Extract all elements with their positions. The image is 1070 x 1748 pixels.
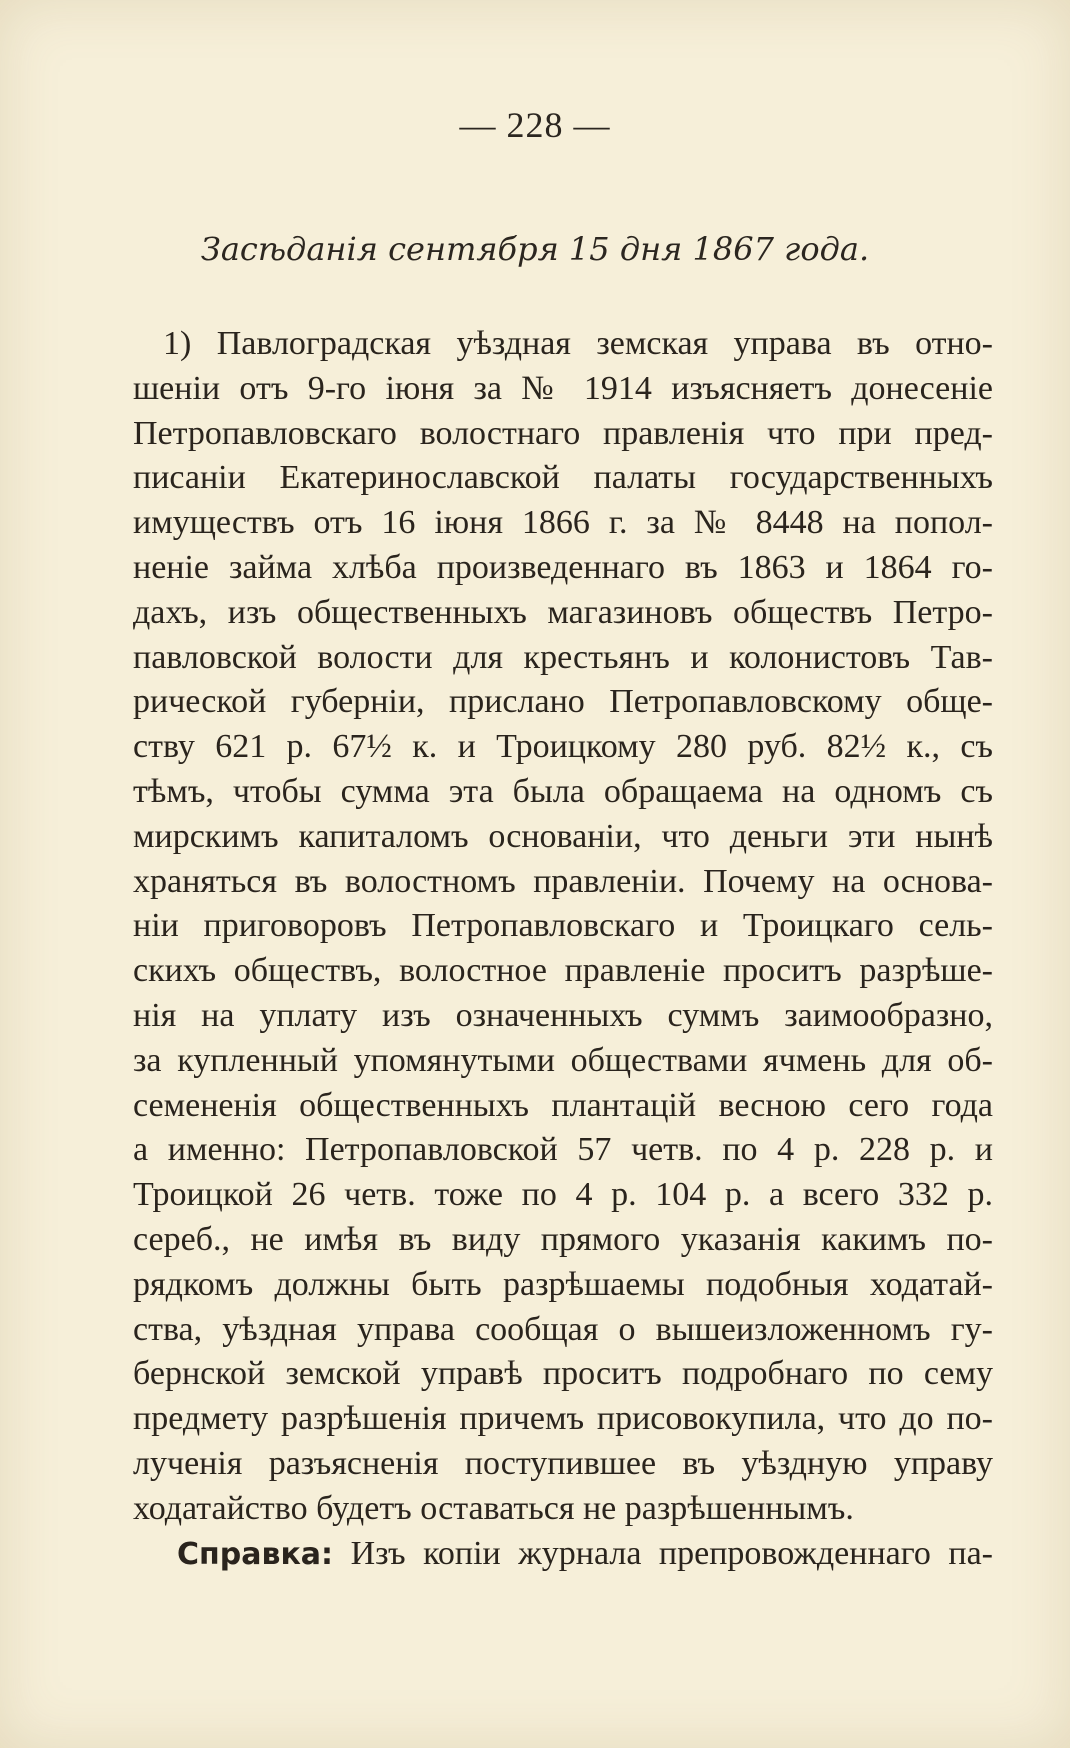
- paragraph-line: семененія общественныхъ плантацій весною сего года: [133, 1086, 993, 1124]
- paragraph-line: писаніи Екатеринославской палаты государственныхъ: [133, 459, 993, 497]
- paragraph-line: скихъ обществъ, волостное правленіе проситъ разрѣше-: [133, 952, 993, 990]
- paragraph-line: храняться въ волостномъ правленіи. Почему на основа-: [133, 862, 993, 900]
- paragraph-line: шеніи отъ 9-го іюня за № 1914 изъясняетъ донесеніе: [133, 369, 993, 407]
- paragraph-line: ходатайство будетъ оставаться не разрѣшеннымъ.: [133, 1489, 854, 1527]
- paragraph-line: предмету разрѣшенія причемъ присовокупила, что до по-: [133, 1400, 993, 1438]
- session-title: Засѣданія сентября 15 дня 1867 года.: [200, 230, 870, 268]
- paragraph-line: ству 621 р. 67½ к. и Троицкому 280 руб. 82½ к., съ: [133, 728, 993, 766]
- paragraph-line: неніе займа хлѣба произведеннаго въ 1863 и 1864 го-: [133, 548, 993, 586]
- paragraph-line: а именно: Петропавловской 57 четв. по 4 р. 228 р. и: [133, 1131, 993, 1169]
- paragraph-line: павловской волости для крестьянъ и колонистовъ Тав-: [133, 638, 993, 676]
- note-text: Изъ копіи журнала препровожденнаго па-: [333, 1534, 993, 1572]
- paragraph-line: Троицкой 26 четв. тоже по 4 р. 104 р. а всего 332 р.: [133, 1176, 993, 1214]
- paragraph-line: нія на уплату изъ означенныхъ суммъ заимообразно,: [133, 996, 993, 1034]
- paragraph-line: 1) Павлоградская уѣздная земская управа въ отно-: [163, 325, 993, 362]
- paragraph-line: лученія разъясненія поступившее въ уѣздную управу: [133, 1444, 993, 1482]
- paragraph-line: имуществъ отъ 16 іюня 1866 г. за № 8448 на попол-: [133, 504, 993, 542]
- paragraph-line: рической губерніи, прислано Петропавловскому обще-: [133, 683, 993, 721]
- paragraph-line: дахъ, изъ общественныхъ магазиновъ обществъ Петро-: [133, 593, 993, 631]
- paragraph-line: ства, уѣздная управа сообщая о вышеизложенномъ гу-: [133, 1310, 993, 1348]
- paragraph-line: сереб., не имѣя въ виду прямого указанія какимъ по-: [133, 1220, 993, 1258]
- paragraph-line: Петропавловскаго волостнаго правленія что при пред-: [133, 414, 993, 452]
- paragraph-line: бернской земской управѣ проситъ подробнаго по сему: [133, 1355, 993, 1393]
- paragraph-line: ніи приговоровъ Петропавловскаго и Троицкаго сель-: [133, 907, 993, 945]
- paragraph-line: мирскимъ капиталомъ основаніи, что деньги эти нынѣ: [133, 817, 993, 855]
- paragraph-body: [133, 322, 993, 1576]
- paragraph-line: рядкомъ должны быть разрѣшаемы подобныя ходатай-: [133, 1265, 993, 1303]
- note-label: Справка:: [177, 1536, 334, 1572]
- paragraph-line: за купленный упомянутыми обществами ячмень для об-: [133, 1041, 993, 1079]
- paragraph-line: тѣмъ, чтобы сумма эта была обращаема на одномъ съ: [133, 772, 993, 810]
- note-line: [133, 1532, 993, 1577]
- page-number: — 228 —: [459, 105, 611, 145]
